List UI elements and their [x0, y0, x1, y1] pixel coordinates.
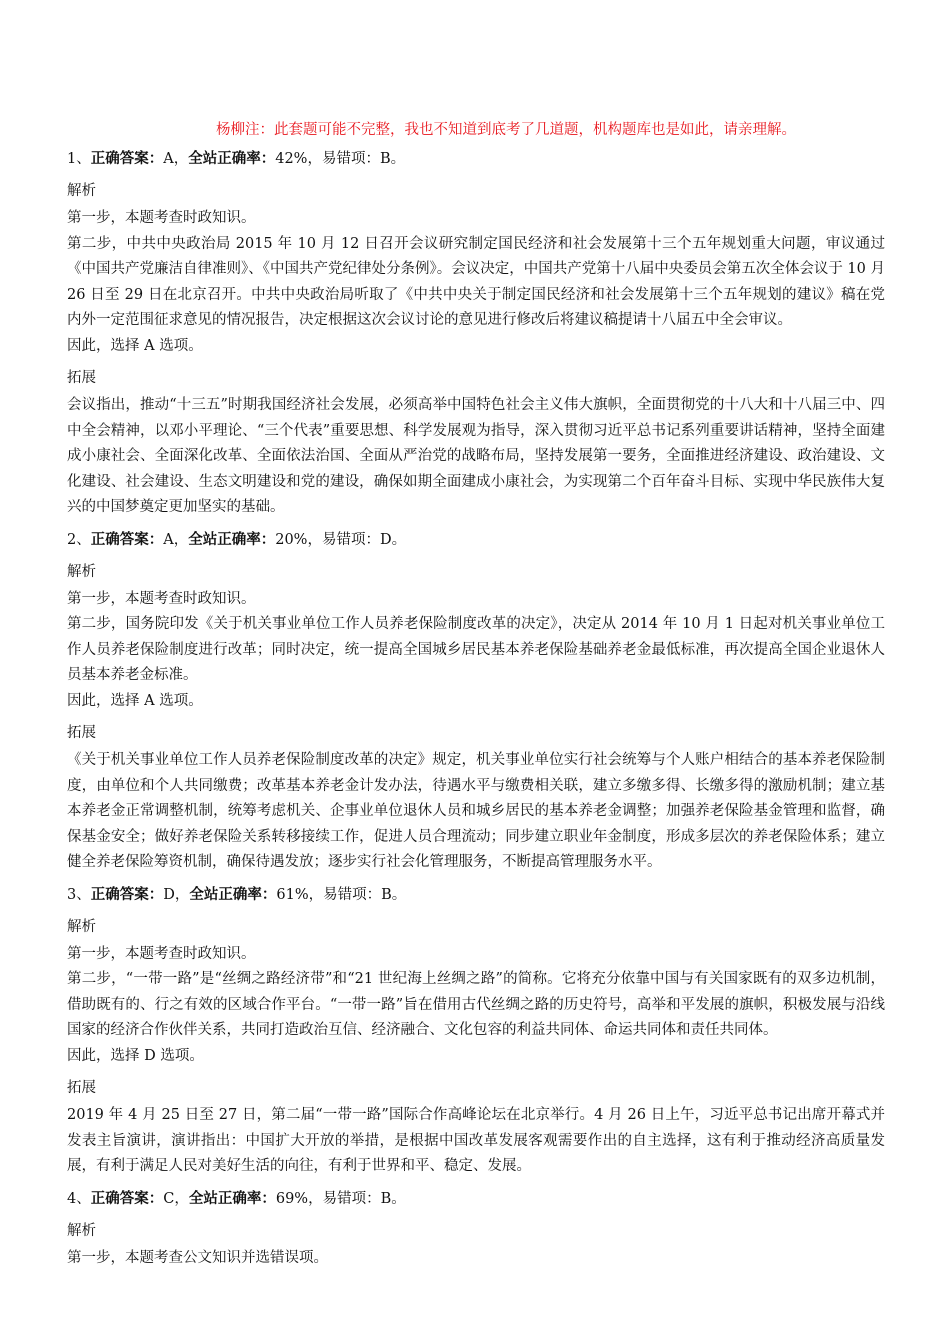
- question-header: [67, 146, 885, 172]
- analysis-paragraph: 因此，选择 A 选项。: [67, 692, 203, 709]
- correct-answer: D，: [163, 886, 190, 903]
- question-header: [67, 527, 885, 553]
- question-block: [67, 527, 885, 882]
- accuracy-rate: 20%，: [275, 531, 322, 548]
- document-page: [67, 118, 885, 1271]
- answer-label: 正确答案：: [90, 1190, 164, 1207]
- accuracy-label: 全站正确率：: [188, 531, 276, 548]
- question-block: [67, 1186, 885, 1272]
- extension-paragraph: 会议指出，推动“十三五”时期我国经济社会发展，必须高举中国特色社会主义伟大旗帜，全面贯彻党的十八大和十八届三中、四中全会精神，以邓小平理论、“三个代表”重要思想、科学发展观为指导，深入贯彻习近平总书记系列重要讲话精神，坚持全面建成小康社会、全面深化改革、全面依法治国、全面从严治党的战略布局，坚持发展第一要务，全面推进经济建设、政治建设、文化建设、社会建设、生态文明建设和党的建设，确保如期全面建成小康社会，为实现第二个百年奋斗目标、实现中华民族伟大复兴的中国梦奠定更加坚实的基础。: [67, 397, 885, 515]
- question-header: [67, 882, 885, 908]
- correct-answer: C，: [163, 1190, 189, 1207]
- question-list: [67, 146, 885, 1271]
- question-block: [67, 146, 885, 527]
- analysis-paragraph: 因此，选择 A 选项。: [67, 337, 203, 354]
- analysis-paragraph: 第二步，国务院印发《关于机关事业单位工作人员养老保险制度改革的决定》，决定从 2014 年 10 月 1 日起对机关事业单位工作人员养老保险制度进行改革；同时决定，统一提高全国城乡居民基本养老保险基础养老金最低标准，再次提高全国企业退休人员基本养老金标准。: [67, 616, 885, 683]
- editor-note: 杨柳注：此套题可能不完整，我也不知道到底考了几道题，机构题库也是如此，请亲理解。: [216, 122, 796, 138]
- question-number: 1、: [67, 151, 91, 167]
- question-number: 2、: [67, 531, 91, 548]
- accuracy-label: 全站正确率：: [188, 1190, 276, 1207]
- question-block: [67, 882, 885, 1186]
- analysis-paragraph: 第一步，本题考查时政知识。: [67, 590, 256, 607]
- error-option: D。: [379, 531, 407, 548]
- accuracy-label: 全站正确率：: [188, 151, 276, 167]
- error-label: 易错项：: [321, 151, 380, 167]
- correct-answer: A，: [163, 531, 189, 548]
- analysis-paragraph: 因此，选择 D 选项。: [67, 1047, 204, 1064]
- analysis-heading: 解析: [67, 563, 96, 580]
- accuracy-rate: 61%，: [276, 886, 324, 903]
- analysis-paragraph: 第一步，本题考查时政知识。: [67, 210, 256, 226]
- error-option: B。: [380, 1190, 406, 1207]
- answer-label: 正确答案：: [90, 151, 164, 167]
- analysis-heading: 解析: [67, 183, 96, 199]
- accuracy-rate: 69%，: [275, 1190, 323, 1207]
- analysis-heading: 解析: [67, 1222, 96, 1239]
- accuracy-label: 全站正确率：: [189, 886, 277, 903]
- error-option: B。: [379, 151, 406, 167]
- accuracy-rate: 42%，: [275, 151, 322, 167]
- answer-label: 正确答案：: [90, 531, 164, 548]
- analysis-paragraph: 第一步，本题考查时政知识。: [67, 945, 256, 962]
- extension-heading: 拓展: [67, 725, 96, 741]
- error-label: 易错项：: [323, 886, 382, 903]
- extension-heading: 拓展: [67, 1080, 96, 1096]
- analysis-paragraph: 第二步，中共中央政治局 2015 年 10 月 12 日召开会议研究制定国民经济和社会发展第十三个五年规划重大问题，审议通过《中国共产党廉洁自律准则》、《中国共产党纪律处分条例》。会议决定，中国共产党第十八届中央委员会第五次全体会议于 10 月 26 日至 29 日在北京召开。中共中央政治局听取了《中共中央关于制定国民经济和社会发展第十三个五年规划的建议》稿在党内外一定范围征求意见的情况报告，决定根据这次会议讨论的意见进行修改后将建议稿提请十八届五中全会审议。: [67, 235, 885, 328]
- analysis-paragraph: 第二步，“一带一路”是“丝绸之路经济带”和“21 世纪海上丝绸之路”的简称。它将充分依靠中国与有关国家既有的双多边机制，借助既有的、行之有效的区域合作平台。“一带一路”旨在借用古代丝绸之路的历史符号，高举和平发展的旗帜，积极发展与沿线国家的经济合作伙伴关系，共同打造政治互信、经济融合、文化包容的利益共同体、命运共同体和责任共同体。: [67, 971, 885, 1038]
- answer-label: 正确答案：: [90, 886, 164, 903]
- extension-paragraph: 《关于机关事业单位工作人员养老保险制度改革的决定》规定，机关事业单位实行社会统筹与个人账户相结合的基本养老保险制度，由单位和个人共同缴费；改革基本养老金计发办法，待遇水平与缴费相关联，建立多缴多得、长缴多得的激励机制；建立基本养老金正常调整机制，统筹考虑机关、企事业单位退休人员和城乡居民的基本养老金调整；加强养老保险基金管理和监督，确保基金安全；做好养老保险关系转移接续工作，促进人员合理流动；同步建立职业年金制度，形成多层次的养老保险体系；建立健全养老保险筹资机制，确保待遇发放；逐步实行社会化管理服务，不断提高管理服务水平。: [67, 752, 885, 870]
- extension-heading: 拓展: [67, 370, 96, 386]
- extension-paragraph: 2019 年 4 月 25 日至 27 日，第二届“一带一路”国际合作高峰论坛在北京举行。4 月 26 日上午，习近平总书记出席开幕式并发表主旨演讲，演讲指出：中国扩大开放的举措，是根据中国改革发展客观需要作出的自主选择，这有利于推动经济高质量发展，有利于满足人民对美好生活的向往，有利于世界和平、稳定、发展。: [67, 1107, 885, 1174]
- question-number: 4、: [67, 1190, 91, 1207]
- error-label: 易错项：: [322, 1190, 381, 1207]
- analysis-paragraph: 第一步，本题考查公文知识并选错误项。: [67, 1249, 328, 1266]
- correct-answer: A，: [163, 151, 189, 167]
- error-option: B。: [381, 886, 407, 903]
- question-header: [67, 1186, 885, 1212]
- error-label: 易错项：: [321, 531, 380, 548]
- question-number: 3、: [67, 886, 91, 903]
- analysis-heading: 解析: [67, 918, 96, 935]
